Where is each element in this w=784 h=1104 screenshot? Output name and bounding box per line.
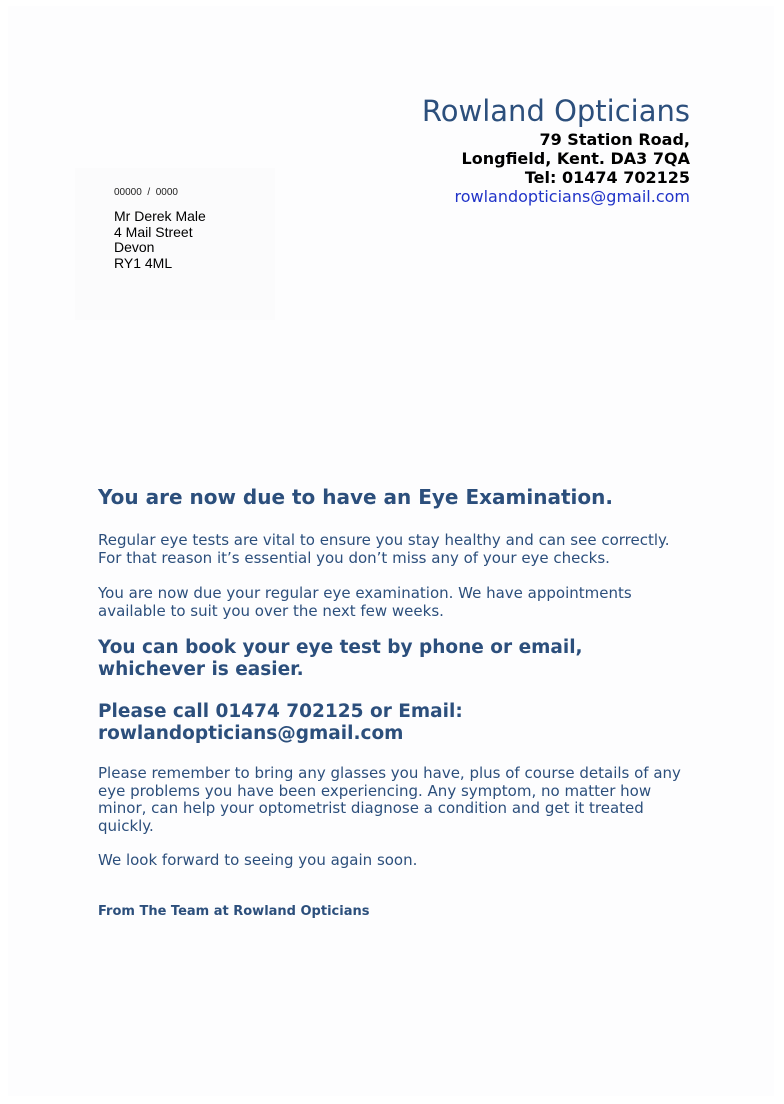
letter-body <box>98 484 698 919</box>
recipient-county: Devon <box>114 239 155 255</box>
paragraph-4: We look forward to seeing you again soon. <box>98 851 418 869</box>
telephone: Tel: 01474 702125 <box>524 168 690 187</box>
paragraph-1-line-2: For that reason it’s essential you don’t miss any of your eye checks. <box>98 548 610 567</box>
header-email-link[interactable]: rowlandopticians@gmail.com <box>454 187 690 206</box>
recipient-postcode: RY1 4ML <box>114 254 173 271</box>
booking-heading-line-2: whichever is easier. <box>98 659 304 680</box>
contact-heading-line-1: Please call 01474 702125 or Email: <box>98 701 463 722</box>
paragraph-1-line-1: Regular eye tests are vital to ensure you stay healthy and can see correctly. <box>98 531 670 549</box>
paragraph-3-line-1: Please remember to bring any glasses you have, plus of course details of any <box>98 764 681 782</box>
recipient-name: Mr Derek Male <box>114 208 206 224</box>
address-line-2: Longfield, Kent. DA3 7QA <box>461 149 690 168</box>
contact-email[interactable]: rowlandopticians@gmail.com <box>98 723 404 744</box>
letterhead <box>422 92 690 206</box>
recipient-address <box>114 209 206 271</box>
main-heading: You are now due to have an Eye Examination. <box>98 485 613 509</box>
reference-code: 00000 / 0000 <box>114 187 178 198</box>
paragraph-3-line-2: eye problems you have been experiencing. Any symptom, no matter how <box>98 781 652 800</box>
signoff: From The Team at Rowland Opticians <box>98 903 370 919</box>
paragraph-2-line-1: You are now due your regular eye examination. We have appointments <box>98 584 632 602</box>
address-line-1: 79 Station Road, <box>539 130 690 149</box>
company-name: Rowland Opticians <box>421 94 690 128</box>
paragraph-2-line-2: available to suit you over the next few weeks. <box>98 601 444 620</box>
paragraph-3-line-4: quickly. <box>98 816 154 835</box>
booking-heading-line-1: You can book your eye test by phone or email, <box>98 637 583 658</box>
paragraph-3-line-3: minor, can help your optometrist diagnose a condition and get it treated <box>98 799 644 817</box>
recipient-street: 4 Mail Street <box>114 223 193 240</box>
